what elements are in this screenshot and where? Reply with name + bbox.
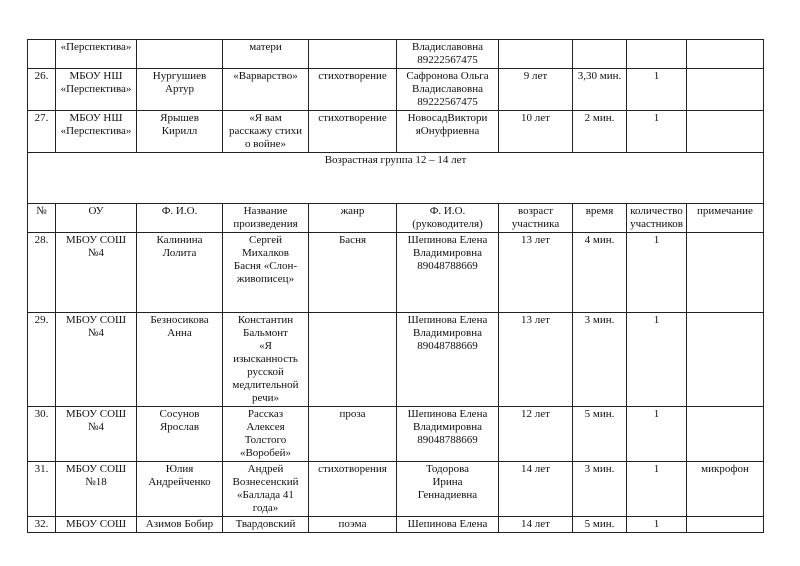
participants-table: [27, 39, 764, 533]
genre-cell: стихотворение: [309, 111, 397, 153]
time-cell: 4 мин.: [573, 233, 627, 313]
age-cell: [499, 40, 573, 69]
student-name-cell: Сосунов Ярослав: [137, 407, 223, 462]
time-cell: 5 мин.: [573, 517, 627, 533]
header-count: количество участников: [627, 204, 687, 233]
work-title-cell: «Я вам расскажу стихи о войне»: [223, 111, 309, 153]
student-name-cell: Безносикова Анна: [137, 313, 223, 407]
genre-cell: проза: [309, 407, 397, 462]
count-cell: 1: [627, 407, 687, 462]
school-cell: МБОУ НШ «Перспектива»: [56, 69, 137, 111]
table-header-row: [28, 204, 764, 233]
header-note: примечание: [687, 204, 764, 233]
time-cell: 3 мин.: [573, 313, 627, 407]
table-row: [28, 407, 764, 462]
header-number: №: [28, 204, 56, 233]
school-cell: МБОУ СОШ №18: [56, 462, 137, 517]
student-name-cell: Нургушиев Артур: [137, 69, 223, 111]
student-name-cell: Азимов Бобир: [137, 517, 223, 533]
row-number: 27.: [28, 111, 56, 153]
header-leader: Ф. И.О. (руководителя): [397, 204, 499, 233]
leader-cell: Шепинова Елена Владимировна 89048788669: [397, 313, 499, 407]
school-cell: МБОУ НШ «Перспектива»: [56, 111, 137, 153]
work-title-cell: матери: [223, 40, 309, 69]
count-cell: [627, 40, 687, 69]
student-name-cell: Ярышев Кирилл: [137, 111, 223, 153]
table-row: [28, 69, 764, 111]
age-cell: 10 лет: [499, 111, 573, 153]
leader-cell: НовосадВиктори яОнуфриевна: [397, 111, 499, 153]
time-cell: 3 мин.: [573, 462, 627, 517]
age-cell: 14 лет: [499, 462, 573, 517]
note-cell: [687, 407, 764, 462]
time-cell: 2 мин.: [573, 111, 627, 153]
school-cell: «Перспектива»: [56, 40, 137, 69]
school-cell: МБОУ СОШ: [56, 517, 137, 533]
age-cell: 14 лет: [499, 517, 573, 533]
work-title-cell: Сергей Михалков Басня «Слон- живописец»: [223, 233, 309, 313]
leader-cell: Шепинова Елена Владимировна 89048788669: [397, 407, 499, 462]
row-number: 26.: [28, 69, 56, 111]
header-student-name: Ф. И.О.: [137, 204, 223, 233]
genre-cell: стихотворения: [309, 462, 397, 517]
school-cell: МБОУ СОШ №4: [56, 233, 137, 313]
time-cell: 3,30 мин.: [573, 69, 627, 111]
row-number: [28, 40, 56, 69]
count-cell: 1: [627, 111, 687, 153]
note-cell: [687, 69, 764, 111]
work-title-cell: Твардовский: [223, 517, 309, 533]
school-cell: МБОУ СОШ №4: [56, 313, 137, 407]
genre-cell: поэма: [309, 517, 397, 533]
note-cell: [687, 111, 764, 153]
leader-cell: Тодорова Ирина Геннадиевна: [397, 462, 499, 517]
table-row: [28, 233, 764, 313]
age-cell: 13 лет: [499, 313, 573, 407]
leader-cell: Шепинова Елена Владимировна 89048788669: [397, 233, 499, 313]
genre-cell: Басня: [309, 233, 397, 313]
time-cell: 5 мин.: [573, 407, 627, 462]
work-title-cell: Рассказ Алексея Толстого «Воробей»: [223, 407, 309, 462]
table-row: [28, 111, 764, 153]
genre-cell: стихотворение: [309, 69, 397, 111]
note-cell: [687, 40, 764, 69]
table-row: [28, 40, 764, 69]
student-name-cell: [137, 40, 223, 69]
table-row: [28, 517, 764, 533]
time-cell: [573, 40, 627, 69]
student-name-cell: Юлия Андрейченко: [137, 462, 223, 517]
header-age: возраст участника: [499, 204, 573, 233]
header-work-title: Название произведения: [223, 204, 309, 233]
leader-cell: Владиславовна 89222567475: [397, 40, 499, 69]
work-title-cell: Константин Бальмонт «Я изысканность русской медлительной речи»: [223, 313, 309, 407]
work-title-cell: «Варварство»: [223, 69, 309, 111]
note-cell: [687, 517, 764, 533]
table-row: [28, 313, 764, 407]
age-cell: 13 лет: [499, 233, 573, 313]
age-group-title: Возрастная группа 12 – 14 лет: [28, 153, 764, 204]
row-number: 28.: [28, 233, 56, 313]
row-number: 30.: [28, 407, 56, 462]
count-cell: 1: [627, 233, 687, 313]
table-row: [28, 462, 764, 517]
student-name-cell: Калинина Лолита: [137, 233, 223, 313]
count-cell: 1: [627, 313, 687, 407]
age-group-row: [28, 153, 764, 204]
count-cell: 1: [627, 462, 687, 517]
header-time: время: [573, 204, 627, 233]
header-school: ОУ: [56, 204, 137, 233]
row-number: 29.: [28, 313, 56, 407]
count-cell: 1: [627, 69, 687, 111]
work-title-cell: Андрей Вознесенский «Баллада 41 года»: [223, 462, 309, 517]
row-number: 32.: [28, 517, 56, 533]
note-cell: [687, 313, 764, 407]
count-cell: 1: [627, 517, 687, 533]
genre-cell: [309, 313, 397, 407]
genre-cell: [309, 40, 397, 69]
header-genre: жанр: [309, 204, 397, 233]
note-cell: микрофон: [687, 462, 764, 517]
age-cell: 9 лет: [499, 69, 573, 111]
note-cell: [687, 233, 764, 313]
school-cell: МБОУ СОШ №4: [56, 407, 137, 462]
leader-cell: Сафронова Ольга Владиславовна 89222567475: [397, 69, 499, 111]
leader-cell: Шепинова Елена: [397, 517, 499, 533]
row-number: 31.: [28, 462, 56, 517]
age-cell: 12 лет: [499, 407, 573, 462]
